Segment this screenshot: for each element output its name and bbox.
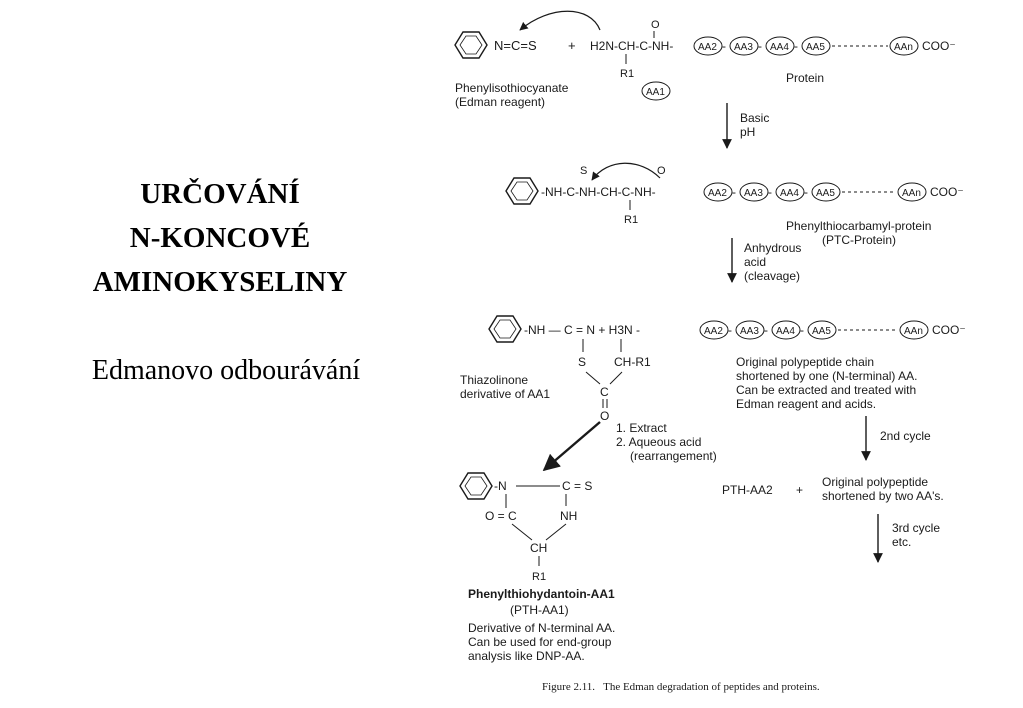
step2-ptc-protein	[506, 163, 964, 247]
cycle2-orig-line1: Original polypeptide	[822, 475, 929, 489]
pth-aa2: PTH-AA2	[722, 483, 773, 497]
carboxylate: COO⁻	[930, 185, 964, 199]
protein-label: Protein	[786, 71, 825, 85]
orig-chain-line3: Can be extracted and treated with	[736, 383, 917, 397]
ring-ch-r1: CH-R1	[614, 355, 651, 369]
svg-text:-: -	[764, 323, 768, 337]
second-cycle-label: 2nd cycle	[880, 429, 931, 443]
slide-subtitle: Edmanovo odbourávání	[91, 355, 361, 386]
orig-chain-line1: Original polypeptide chain	[736, 355, 875, 369]
pth-n: -N	[494, 479, 507, 493]
orig-chain-line4: Edman reagent and acids.	[736, 397, 877, 411]
pth-ch: CH	[530, 541, 548, 555]
aa-circle-label: AA3	[744, 188, 763, 199]
step1-aa-chain	[694, 37, 956, 55]
svg-text:-: -	[732, 185, 736, 199]
pth-desc-line1: Derivative of N-terminal AA.	[468, 621, 616, 635]
svg-text:-: -	[722, 39, 726, 53]
aa-circle-label: AA5	[812, 326, 831, 337]
orig-chain-line2: shortened by one (N-terminal) AA.	[736, 369, 918, 383]
extract-line1: 1. Extract	[616, 421, 667, 435]
figure-caption: Figure 2.11. The Edman degradation of peptides and proteins.	[542, 681, 820, 693]
pth-desc-line3: analysis like DNP-AA.	[468, 649, 585, 663]
aa-circle-label: AA5	[816, 188, 835, 199]
aa-circle-label: AA2	[708, 188, 727, 199]
carboxylate: COO⁻	[922, 39, 956, 53]
svg-text:-: -	[768, 185, 772, 199]
pth-oc: O = C	[485, 509, 517, 523]
pth-nh: NH	[560, 509, 578, 523]
aa-circle-label: AA4	[770, 42, 789, 53]
extract-line3: (rearrangement)	[630, 449, 717, 463]
reagent-description: (Edman reagent)	[455, 95, 546, 109]
aa-circle-label: AA3	[740, 326, 759, 337]
step1-reaction	[455, 11, 956, 109]
thiazolinone-line2: derivative of AA1	[460, 387, 551, 401]
title-line-1: URČOVÁNÍ	[140, 178, 300, 210]
third-cycle-line2: etc.	[892, 535, 912, 549]
svg-text:-: -	[804, 185, 808, 199]
aa-circle-label: AAn	[894, 42, 913, 53]
svg-text:-: -	[794, 39, 798, 53]
aa-circle-label: AAn	[902, 188, 921, 199]
plus-sign: +	[568, 38, 576, 53]
pth-product	[460, 473, 615, 663]
extract-line2: 2. Aqueous acid	[616, 435, 702, 449]
cycle2-plus: +	[796, 483, 804, 497]
aa-circle-label: AA5	[806, 42, 825, 53]
extract-arrow	[544, 422, 600, 470]
arrow1-line1: Basic	[740, 111, 770, 125]
step3-chain: -NH — C = N + H3N -	[524, 323, 641, 337]
step2-aa-chain	[704, 183, 964, 201]
third-cycle-line1: 3rd cycle	[892, 521, 941, 535]
carboxylate: COO⁻	[932, 323, 966, 337]
step3-thiazolinone	[460, 316, 966, 423]
r-group: R1	[620, 68, 635, 80]
aa-circle-label: AA3	[734, 42, 753, 53]
carbonyl-o: O	[651, 19, 660, 31]
ring-carbon: C	[600, 385, 609, 399]
aa-circle-label: AA4	[780, 188, 799, 199]
aa-circle-label: AAn	[904, 326, 923, 337]
svg-text:-: -	[800, 323, 804, 337]
arrow2-line1: Anhydrous	[744, 241, 802, 255]
thiazolinone-line1: Thiazolinone	[460, 373, 529, 387]
aa-circle-label: AA2	[698, 42, 717, 53]
aa1-label: AA1	[646, 87, 665, 98]
arrow2-line3: (cleavage)	[744, 269, 801, 283]
ptc-name-line1: Phenylthiocarbamyl-protein	[786, 219, 932, 233]
cyclization-arrow-icon	[592, 163, 660, 180]
pth-cs: C = S	[562, 479, 593, 493]
pth-name-line2: (PTH-AA1)	[510, 603, 569, 617]
arrow2-line2: acid	[744, 255, 767, 269]
pth-r1: R1	[532, 571, 547, 583]
thiocarbonyl-s: S	[580, 165, 588, 177]
aa-circle-label: AA4	[776, 326, 795, 337]
cycle2-orig-line2: shortened by two AA's.	[822, 489, 944, 503]
pth-name-line1: Phenylthiohydantoin-AA1	[468, 587, 615, 601]
carbonyl-o: O	[657, 165, 666, 177]
reagent-name: Phenylisothiocyanate	[455, 81, 569, 95]
ptc-chain: -NH-C-NH-CH-C-NH-	[541, 185, 656, 199]
arrow1-line2: pH	[740, 125, 756, 139]
aa-circle-label: AA2	[704, 326, 723, 337]
reagent-formula: N=C=S	[494, 38, 537, 53]
pth-desc-line2: Can be used for end-group	[468, 635, 612, 649]
title-line-3: AMINOKYSELINY	[92, 266, 348, 298]
svg-text:-: -	[758, 39, 762, 53]
svg-text:-: -	[728, 323, 732, 337]
ring-sulfur: S	[578, 355, 587, 369]
r-group: R1	[624, 214, 639, 226]
ring-oxygen: O	[600, 409, 610, 423]
attack-arrow-icon	[520, 11, 600, 30]
chain-start: H2N-CH-C-NH-	[590, 39, 674, 53]
title-line-2: N-KONCOVÉ	[129, 222, 311, 254]
step3-aa-chain	[700, 321, 966, 339]
ptc-name-line2: (PTC-Protein)	[822, 233, 897, 247]
